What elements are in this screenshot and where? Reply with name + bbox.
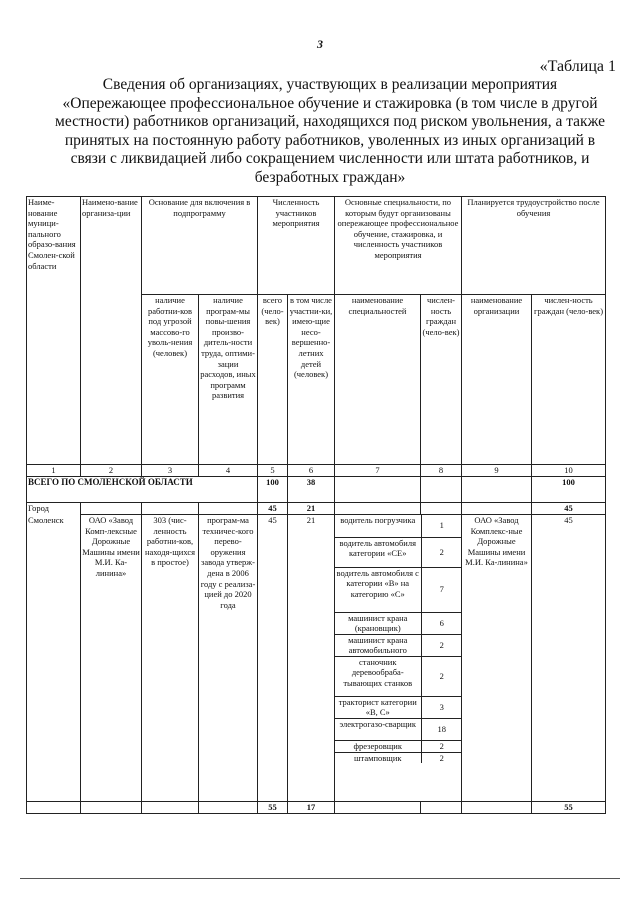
specialty-name: машинист крана (крановщик)	[335, 612, 421, 634]
header-organization: Наимено-вание организа-ции	[81, 197, 142, 465]
specialty-name: водитель автомобиля категории «СЕ»	[335, 537, 421, 567]
threatened-cell: 303 (чис-ленность работни-ков, находя-щихся в простое)	[142, 515, 199, 802]
col-number: 3	[142, 465, 199, 477]
header-employment: Планируется трудоустройство после обучения	[462, 197, 606, 295]
col-number: 10	[532, 465, 606, 477]
total-participants: 100	[258, 477, 288, 503]
specialty-name: фрезеровщик	[335, 741, 421, 753]
col-number: 9	[462, 465, 532, 477]
specialties-cell	[335, 515, 462, 802]
city-children: 21	[288, 503, 335, 515]
header-total: всего (чело-век)	[258, 295, 288, 465]
specialty-row	[335, 537, 462, 567]
header-basis: Основание для включения в подпрограмму	[142, 197, 258, 295]
city-row-label: Город	[27, 503, 81, 515]
specialty-count: 2	[421, 656, 462, 696]
municipality-cell: Смоленск	[27, 515, 81, 802]
specialty-count: 2	[421, 752, 462, 763]
header-employer: наименование организации	[462, 295, 532, 465]
specialty-count: 2	[421, 634, 462, 656]
header-children: в том числе участни-ки, имею-щие несо-вершенно-летних детей (человек)	[288, 295, 335, 465]
page-bottom-rule	[20, 878, 620, 879]
col-number: 6	[288, 465, 335, 477]
col-number: 8	[421, 465, 462, 477]
total-children: 38	[288, 477, 335, 503]
col-number: 2	[81, 465, 142, 477]
header-participants: Численность участников мероприятия	[258, 197, 335, 295]
specialty-count: 7	[421, 567, 462, 612]
specialty-count: 6	[421, 612, 462, 634]
specialty-row	[335, 612, 462, 634]
specialty-name: водитель погрузчика	[335, 515, 421, 537]
specialty-row	[335, 567, 462, 612]
children-cell: 21	[288, 515, 335, 802]
specialty-name: тракторист категории «В, С»	[335, 696, 421, 718]
specialty-count: 18	[421, 719, 462, 741]
participants-cell: 45	[258, 515, 288, 802]
organization-cell: ОАО «Завод Комп-лексные Дорожные Машины имени М.И. Ка-линина»	[81, 515, 142, 802]
employer-cell: ОАО «Завод Комплекс-ные Дорожные Машины имени М.И. Ка-линина»	[462, 515, 532, 802]
specialty-count: 2	[421, 537, 462, 567]
bottom-children: 17	[288, 802, 335, 814]
col-number: 4	[199, 465, 258, 477]
specialty-name: станочник деревообраба-тывающих станков	[335, 656, 421, 696]
header-threatened: наличие работни-ков под угрозой массово-го уволь-нения (человек)	[142, 295, 199, 465]
specialty-name: водитель автомобиля с категории «В» на категорию «С»	[335, 567, 421, 612]
col-number: 5	[258, 465, 288, 477]
header-specialty-count: числен-ность граждан (чело-век)	[421, 295, 462, 465]
specialty-row	[335, 656, 462, 696]
header-municipality: Наиме-нование муници-пального образо-вания Смолен-ской области	[27, 197, 81, 465]
header-specialties: Основные специальности, по которым будут организованы опережающее профессиональное обучение, стажировка, и численность участников мероприятия	[335, 197, 462, 295]
specialty-name: машинист крана автомобильного	[335, 634, 421, 656]
program-cell: програм-ма техничес-кого перево-оружения завода утверж-дена в 2006 году с реализа-цией до 2020 года	[199, 515, 258, 802]
specialties-list	[335, 515, 462, 763]
page-number: 3	[317, 37, 323, 51]
specialty-row	[335, 719, 462, 741]
bottom-employed: 55	[532, 802, 606, 814]
total-row-label: ВСЕГО ПО СМОЛЕНСКОЙ ОБЛАСТИ	[27, 477, 258, 503]
specialty-name: штамповщик	[335, 752, 421, 763]
col-number: 1	[27, 465, 81, 477]
specialty-row	[335, 741, 462, 753]
document-title: Сведения об организациях, участвующих в реализации мероприятия «Опережающее профессиональное обучение и стажировка (в том числе в другой местности) работников организаций, находящихся под риском увольнения, а также принятых на постоянную работу работников, уволенных из иных организаций в связи с ликвидацией либо сокращением численности или штата работников, и безработных граждан»	[55, 76, 605, 186]
specialty-row	[335, 696, 462, 718]
header-program: наличие програм-мы повы-шения произво-дитель-ности труда, оптими-зации расходов, иных программ развития	[199, 295, 258, 465]
header-specialty-name: наименование специальностей	[335, 295, 421, 465]
col-number: 7	[335, 465, 421, 477]
specialty-row	[335, 634, 462, 656]
table-reference: «Таблица 1	[539, 58, 616, 75]
specialty-count: 2	[421, 741, 462, 753]
data-table	[26, 196, 606, 814]
specialty-row	[335, 515, 462, 537]
header-employed: числен-ность граждан (чело-век)	[532, 295, 606, 465]
city-participants: 45	[258, 503, 288, 515]
total-employed: 100	[532, 477, 606, 503]
specialty-count: 3	[421, 696, 462, 718]
specialty-count: 1	[421, 515, 462, 537]
specialty-name: электрогазо-сварщик	[335, 719, 421, 741]
bottom-participants: 55	[258, 802, 288, 814]
employed-cell: 45	[532, 515, 606, 802]
city-employed: 45	[532, 503, 606, 515]
specialty-row	[335, 752, 462, 763]
